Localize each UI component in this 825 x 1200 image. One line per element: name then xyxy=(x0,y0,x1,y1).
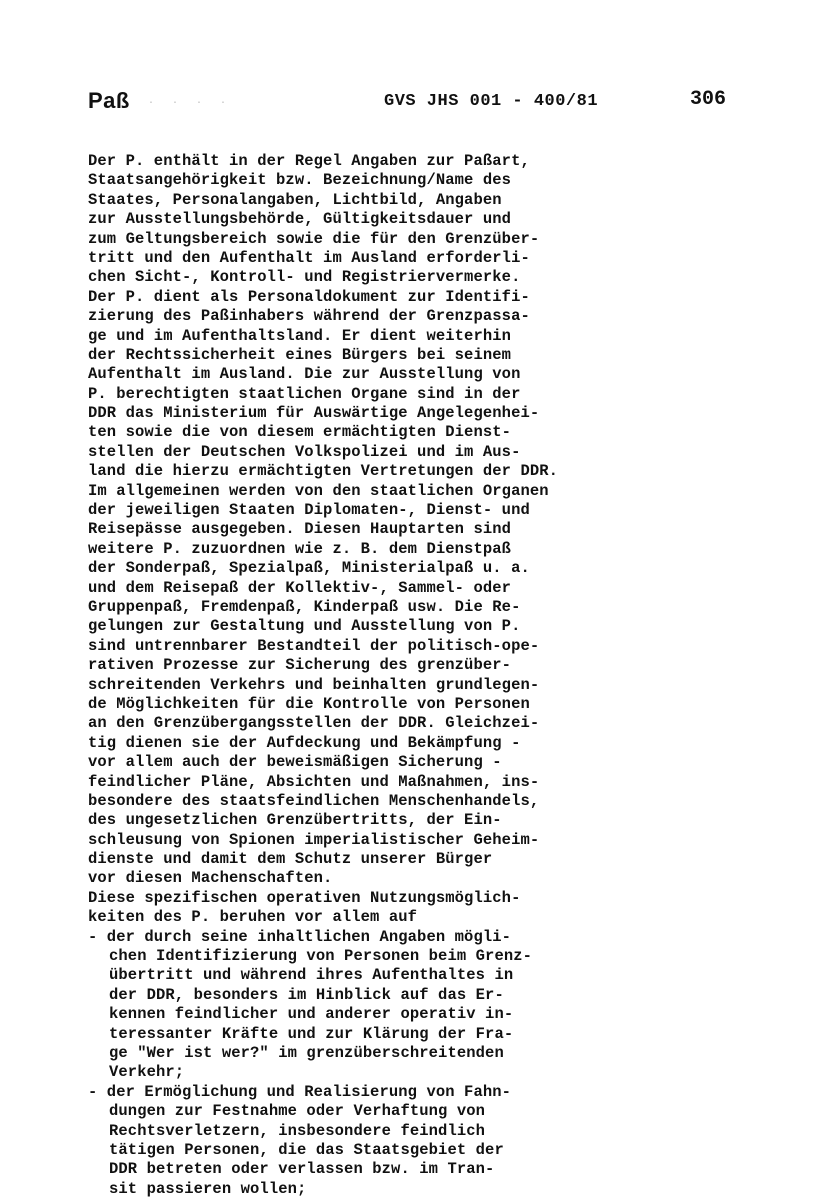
list-item-1 xyxy=(88,928,778,1083)
text-line: sind untrennbarer Bestandteil der politisch-ope- xyxy=(88,636,540,655)
text-line: tritt und den Aufenthalt im Ausland erforderli- xyxy=(88,248,530,267)
text-line: Diese spezifischen operativen Nutzungsmöglich- xyxy=(88,888,521,907)
body-text xyxy=(88,152,778,1199)
scan-specks: · · · · xyxy=(148,98,233,109)
text-line: Im allgemeinen werden von den staatlichen Organen xyxy=(88,481,549,500)
text-line: chen Identifizierung von Personen beim Grenz- xyxy=(109,947,533,966)
text-line: vor diesen Machenschaften. xyxy=(88,869,333,888)
text-line: des ungesetzlichen Grenzübertritts, der Ein- xyxy=(88,811,502,830)
text-line: sit passieren wollen; xyxy=(109,1179,307,1198)
text-line: ten sowie die von diesem ermächtigten Dienst- xyxy=(88,423,512,442)
text-line: keiten des P. beruhen vor allem auf xyxy=(88,908,418,927)
text-line: dungen zur Festnahme oder Verhaftung von xyxy=(109,1102,486,1121)
text-line: an den Grenzübergangsstellen der DDR. Gleichzei- xyxy=(88,714,540,733)
text-line: DDR betreten oder verlassen bzw. im Tran- xyxy=(109,1160,495,1179)
text-line: dienste und damit dem Schutz unserer Bürger xyxy=(88,850,493,869)
text-line: Staates, Personalangaben, Lichtbild, Angaben xyxy=(88,190,502,209)
text-line: vor allem auch der beweismäßigen Sicherung - xyxy=(88,753,502,772)
paragraph-2 xyxy=(88,889,778,928)
text-line: Rechtsverletzern, insbesondere feindlich xyxy=(109,1121,486,1140)
text-line: ge und im Aufenthaltsland. Er dient weiterhin xyxy=(88,326,512,345)
document-reference: GVS JHS 001 - 400/81 xyxy=(384,92,599,111)
text-line: der Sonderpaß, Spezialpaß, Ministerialpaß u. a. xyxy=(88,559,530,578)
text-line: ge "Wer ist wer?" im grenzüberschreitenden xyxy=(109,1043,504,1062)
text-line: land die hierzu ermächtigten Vertretungen der DDR. xyxy=(88,462,559,481)
text-line: teressanter Kräfte und zur Klärung der Fra- xyxy=(109,1024,514,1043)
text-line: zur Ausstellungsbehörde, Gültigkeitsdauer und xyxy=(88,210,512,229)
text-line: Der P. dient als Personaldokument zur Identifi- xyxy=(88,287,530,306)
text-line: de Möglichkeiten für die Kontrolle von Personen xyxy=(88,694,530,713)
text-line: der jeweiligen Staaten Diplomaten-, Dienst- und xyxy=(88,501,530,520)
text-line: DDR das Ministerium für Auswärtige Angelegenhei- xyxy=(88,404,540,423)
text-line: Gruppenpaß, Fremdenpaß, Kinderpaß usw. Die Re- xyxy=(88,597,521,616)
text-line: Staatsangehörigkeit bzw. Bezeichnung/Name des xyxy=(88,171,512,190)
text-line: zierung des Paßinhabers während der Grenzpassa- xyxy=(88,307,530,326)
text-line: kennen feindlicher und anderer operativ in- xyxy=(109,1005,514,1024)
text-line: schreitenden Verkehrs und beinhalten grundlegen- xyxy=(88,675,540,694)
text-line: der Rechtssicherheit eines Bürgers bei seinem xyxy=(88,345,512,364)
text-line: Reisepässe ausgegeben. Diesen Hauptarten sind xyxy=(88,520,512,539)
text-line: - der Ermöglichung und Realisierung von Fahn- xyxy=(88,1082,512,1101)
text-line: zum Geltungsbereich sowie die für den Grenzüber- xyxy=(88,229,540,248)
text-line: und dem Reisepaß der Kollektiv-, Sammel- oder xyxy=(88,578,512,597)
text-line: stellen der Deutschen Volkspolizei und im Aus- xyxy=(88,442,521,461)
text-line: Aufenthalt im Ausland. Die zur Ausstellung von xyxy=(88,365,521,384)
text-line: chen Sicht-, Kontroll- und Registriervermerke. xyxy=(88,268,521,287)
text-line: tig dienen sie der Aufdeckung und Bekämpfung - xyxy=(88,733,521,752)
text-line: der DDR, besonders im Hinblick auf das Er- xyxy=(109,985,504,1004)
page-number: 306 xyxy=(690,88,727,111)
text-line: übertritt und während ihres Aufenthaltes in xyxy=(109,966,514,985)
text-line: besondere des staatsfeindlichen Menschenhandels, xyxy=(88,791,540,810)
text-line: Der P. enthält in der Regel Angaben zur Paßart, xyxy=(88,152,530,170)
text-line: - der durch seine inhaltlichen Angaben mögli- xyxy=(88,927,512,946)
text-line: tätigen Personen, die das Staatsgebiet der xyxy=(109,1140,504,1159)
page-heading: Paß xyxy=(88,88,130,113)
text-line: feindlicher Pläne, Absichten und Maßnahmen, ins- xyxy=(88,772,540,791)
text-line: weitere P. zuzuordnen wie z. B. dem Dienstpaß xyxy=(88,539,512,558)
text-line: schleusung von Spionen imperialistischer Geheim- xyxy=(88,830,540,849)
text-line: Verkehr; xyxy=(109,1063,185,1082)
list-item-2 xyxy=(88,1083,778,1199)
text-line: P. berechtigten staatlichen Organe sind in der xyxy=(88,384,521,403)
paragraph-1 xyxy=(88,152,778,889)
text-line: rativen Prozesse zur Sicherung des grenzüber- xyxy=(88,656,512,675)
text-line: gelungen zur Gestaltung und Ausstellung von P. xyxy=(88,617,521,636)
